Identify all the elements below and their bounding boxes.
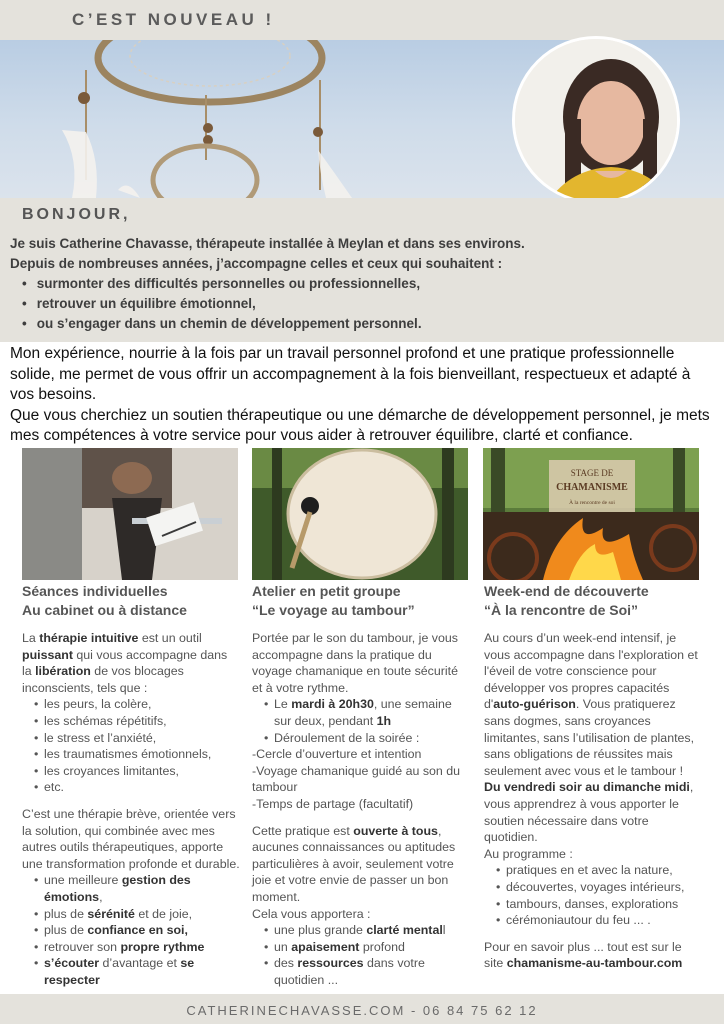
paragraph: Au programme : [484,846,573,861]
sign-line-2: CHAMANISME [556,482,628,493]
text: de vos blocages inconscients, tels que : [22,664,184,695]
paragraph: Que vous cherchiez un soutien thérapeutique ou une démarche de développement personnel, je mets mes compétences à votre service pour vous aider à retrouver équilibre, clarté et confiance. [10,406,710,444]
bold-text: clarté mental [366,923,443,938]
text: dans votre quotidien ... [274,956,425,987]
footer-contact[interactable]: CATHERINECHAVASSE.COM - 06 84 75 62 12 [186,1003,538,1018]
bold-text: apaisement [291,939,360,954]
list-item: • cérémoniautour du feu ... . [496,912,702,929]
bold-text: thérapie intuitive [39,631,139,645]
drum-workshop-column [252,582,470,988]
text: l [442,923,446,938]
list-item [34,922,240,939]
bold-text: puissant [22,647,73,662]
bold-text: libération [35,664,91,679]
paragraph [484,939,702,972]
text: Cette pratique est [252,823,354,838]
text: , aucunes connaissances ou aptitudes particulières à avoir, seulement votre joie et votre envie de passer un bon moment. [252,823,456,904]
column-heading [484,582,702,620]
text: une meilleure [44,873,122,888]
top-banner [0,0,724,40]
bold-text: 1h [376,713,392,728]
column-heading [252,582,470,620]
bold-text: sérénité [87,906,135,921]
list-item [34,939,240,956]
bold-text: ouverte à tous [353,823,438,838]
intro-section [0,198,724,342]
bold-text: confiance en soi, [87,923,188,938]
bold-text: s’écouter [44,956,100,971]
list-item: • Déroulement de la soirée : [264,730,470,747]
list-item: • tambours, danses, explorations [496,896,702,913]
list-item [34,955,240,988]
heading-line: Séances individuelles [22,583,168,599]
text: retrouver son [44,939,121,954]
benefits-list [34,872,240,988]
footer [0,994,724,1024]
experience-text [10,344,716,447]
text: qui vous accompagne dans la [22,647,228,679]
paragraph: C’est une thérapie brève, orientée vers la solution, qui combinée avec mes autres outils thérapeutiques, apporte une transformation profonde et durable. [22,806,240,871]
column-text [484,630,702,972]
paragraph: Mon expérience, nourrie à la fois par un travail personnel profond et une pratique professionnelle solide, me permet de vous offrir un accompagnement à la fois bienveillant, respectueux et adapté à vos besoins. [10,345,691,403]
drum-photo [252,448,468,580]
column-text [22,630,240,988]
list-item: • les croyances limitantes, [34,763,240,780]
step: -Cercle d’ouverture et intention [252,747,422,762]
blockages-list [34,696,240,796]
list-item [264,696,470,729]
website-link[interactable]: chamanisme-au-tambour.com [506,956,683,971]
paragraph: Cela vous apportera : [252,906,371,921]
list-item: • etc. [34,779,240,796]
benefits-list [264,922,470,988]
list-item: • retrouver un équilibre émotionnel, [22,294,700,314]
step: -Temps de partage (facultatif) [252,796,414,811]
greeting-heading: BONJOUR, [22,206,131,223]
text: est un outil [138,631,202,645]
list-item [264,922,470,939]
column-text [252,630,470,988]
bold-text: Du vendredi soir au dimanche midi [484,780,690,795]
shamanism-photo [483,448,699,580]
heading-line: Atelier en petit groupe [252,583,401,599]
individual-sessions-column [22,582,240,988]
list-item: • pratiques en et avec la nature, [496,862,702,879]
sign-line-1: STAGE DE [570,468,614,478]
bold-text: ressources [297,956,364,971]
paragraph [484,779,702,845]
text: et de joie, [134,906,193,921]
list-item: • ou s’engager dans un chemin de développement personnel. [22,314,700,334]
program-list [496,862,702,928]
intro-text [10,234,700,334]
list-item: • découvertes, voyages intérieurs, [496,879,702,896]
bold-text: auto-guérison [493,697,576,712]
session-photo [22,448,238,580]
schedule-list [264,696,470,746]
list-item [264,955,470,988]
list-item: • les schémas répétitifs, [34,713,240,730]
list-item [34,906,240,923]
text: , vous apprendrez à vous apporter le soutien nécessaire dans votre quotidien. [484,780,694,845]
heading-line: “À la rencontre de Soi” [484,602,639,618]
text: La [22,631,40,645]
text: une plus grande [274,923,367,938]
list-item: • les traumatismes émotionnels, [34,746,240,763]
step: -Voyage chamanique guidé au son du tambour [252,763,461,795]
discovery-weekend-column [484,582,702,972]
bold-text: gestion des émotions [44,873,191,904]
bold-text: propre rythme [120,939,205,954]
text: un [274,939,292,954]
heading-line: Week-end de découverte [484,583,649,599]
column-heading [22,582,240,620]
intro-line: Depuis de nombreuses années, j’accompagne celles et ceux qui souhaitent : [10,256,503,271]
paragraph: Portée par le son du tambour, je vous accompagne dans la pratique du voyage chamanique en toute sécurité et à votre rythme. [252,631,458,695]
sign-line-3: À la rencontre de soi [569,500,615,506]
list-item: • une meilleure gestion des émotions, [34,872,240,905]
text: plus de [44,906,88,921]
text: plus de [44,923,88,938]
paragraph [22,630,240,696]
list-item: • surmonter des difficultés personnelles ou professionnelles, [22,274,700,294]
intro-list [22,274,700,334]
list-item: • les peurs, la colère, [34,696,240,713]
text: Au cours d’un week-end intensif, je vous accompagne dans l'exploration et l'éveil de votre conscience pour développer vos propres capacités d' [484,631,698,712]
list-item [264,939,470,956]
text: d’avantage et [99,956,181,971]
list-item: • le stress et l’anxiété, [34,730,240,747]
text: , une semaine sur deux, pendant [274,697,452,728]
bold-text: se respecter [44,956,195,987]
text: Le [274,697,292,712]
portrait-photo [512,36,680,204]
paragraph [484,630,702,779]
text: . Vous pratiquerez sans dogmes, sans croyances limitantes, sans l’utilisation de plantes, sans obligations de réussites mais seulement avec vous et le tambour ! [484,697,695,778]
text: Pour en savoir plus ... tout est sur le site [484,939,682,971]
page-title: C’EST NOUVEAU ! [72,10,275,29]
heading-line: “Le voyage au tambour” [252,602,415,618]
text: des [274,956,298,971]
bold-text: mardi à 20h30 [291,697,374,712]
intro-line: Je suis Catherine Chavasse, thérapeute installée à Meylan et dans ses environs. [10,236,525,251]
text: profond [359,939,405,954]
heading-line: Au cabinet ou à distance [22,602,187,618]
paragraph [252,823,470,906]
